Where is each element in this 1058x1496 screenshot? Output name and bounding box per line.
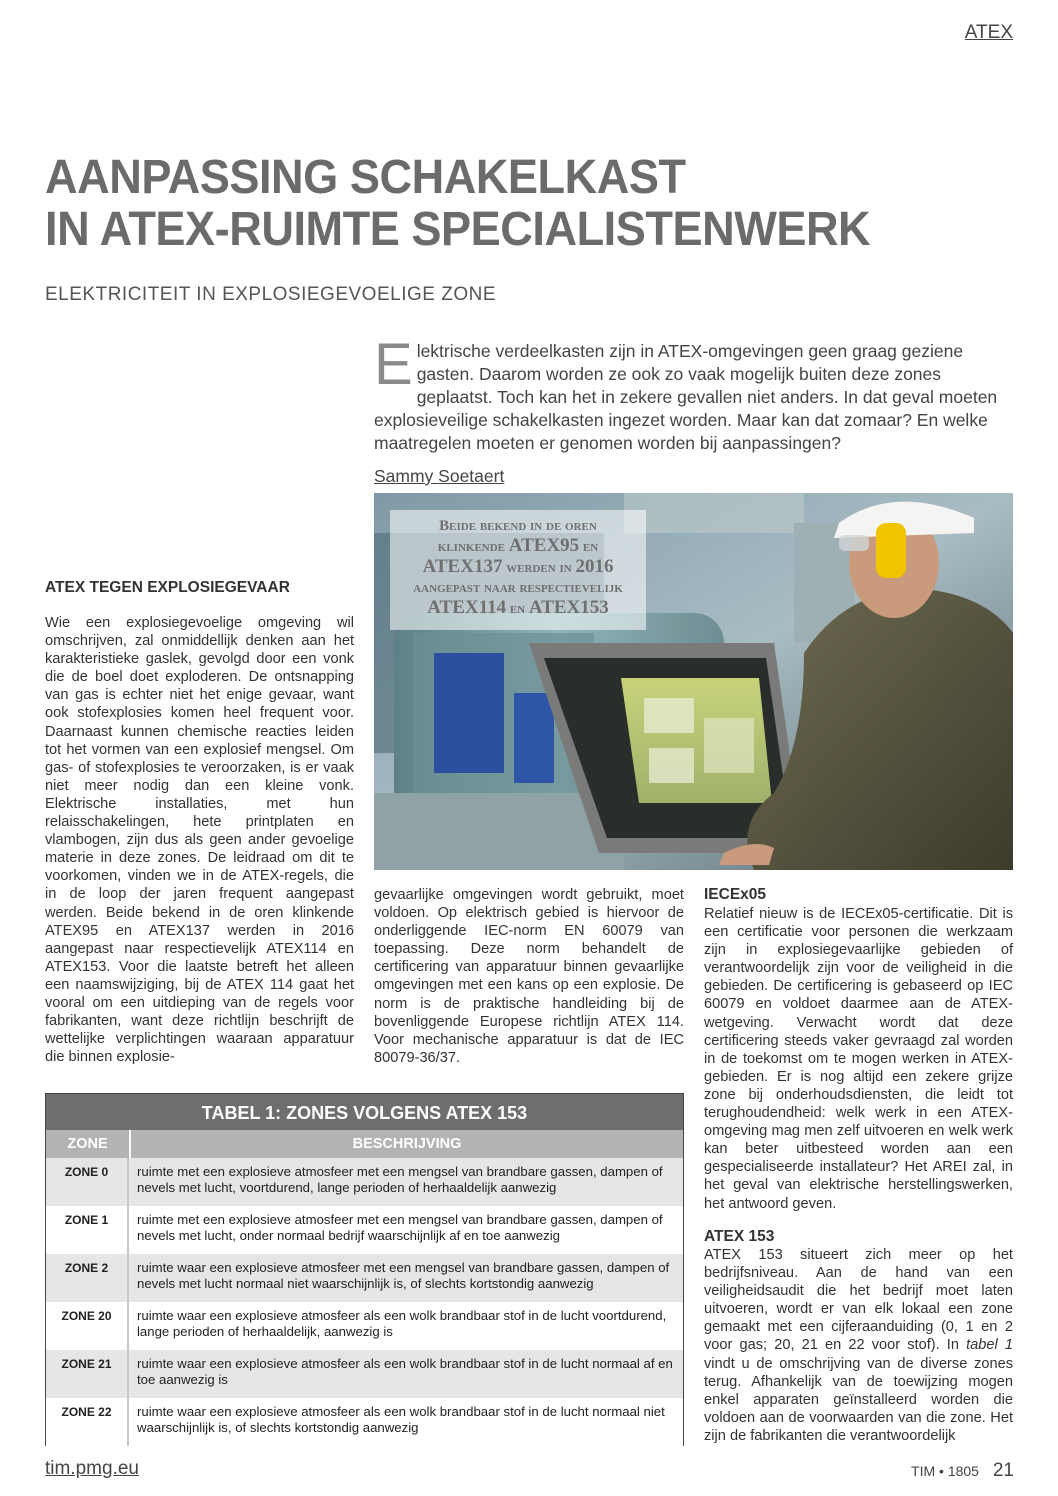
section-heading-atex: ATEX TEGEN EXPLOSIEGEVAAR	[45, 579, 290, 596]
separator: •	[939, 1463, 944, 1479]
zones-table	[45, 1093, 684, 1446]
table-row	[46, 1206, 683, 1254]
zone-cell: ZONE 0	[46, 1158, 129, 1206]
author-link[interactable]: Sammy Soetaert	[374, 466, 505, 486]
quote-line-1: Beide bekend in de oren	[439, 518, 597, 534]
quote-line-2	[390, 536, 646, 557]
zone-cell: ZONE 1	[46, 1206, 129, 1254]
description-cell: ruimte met een explosieve atmosfeer met een mengsel van brandbare gassen, dampen of nevels met lucht, onder normaal bedrijf waarschijnlijk af en toe aanwezig	[137, 1212, 663, 1243]
column-3-text: Relatief nieuw is de IECEx05-certificatie. Dit is een certificatie voor personen die werkzaam zijn in explosiegevaarlijke gebieden of verantwoordelijk zijn voor de veiligheid in die gebieden. De certificering is gebaseerd op IEC 60079 en voldoet daarmee aan de ATEX-wetgeving. Verwacht wordt dat deze certificering steeds vaker gevraagd zal worden in de toekomst om te mogen werken in ATEX-gebieden. Er is nog altijd een zekere grijze zone bij onderhoudsdiensten, die leidt tot terughoudendheid: welk werk in een ATEX-omgeving mag men zelf uitvoeren en welk werk kan beter uitbesteed worden aan een gespecialiseerde installateur? Het AREI zal, in het geval van elektrische herstellingswerken, het antwoord geven.	[704, 906, 1013, 1212]
quote-line-3	[390, 557, 646, 578]
table-row	[46, 1398, 683, 1446]
quote-text: en	[506, 601, 529, 617]
intro-paragraph	[374, 332, 1014, 455]
quote-text: werden in	[502, 560, 576, 576]
table-row	[46, 1254, 683, 1302]
footer-website-link[interactable]: tim.pmg.eu	[45, 1458, 139, 1479]
header-zone: ZONE	[46, 1130, 131, 1158]
drop-cap: E	[374, 332, 413, 397]
table-header	[46, 1130, 683, 1158]
zone-cell: ZONE 2	[46, 1254, 129, 1302]
column-2-text: gevaarlijke omgevingen wordt gebruikt, moet voldoen. Op elektrisch gebied is hiervoor de onderliggende IEC-norm EN 60079 van toepassing. Deze norm behandelt de certificering van apparatuur binnen gevaarlijke omgevingen met een kans op een explosie. De norm is de praktische handleiding bij de bovenliggende Europese richtlijn ATEX 114. Voor mechanische apparatuur is dat de IEC 80079-36/37.	[374, 887, 684, 1066]
section-tag[interactable]: ATEX	[964, 22, 1013, 43]
description-cell: ruimte waar een explosieve atmosfeer met een mengsel van brandbare gassen, dampen of nevels met lucht normaal niet waarschijnlijk is, of slechts kortstondig aanwezig	[137, 1260, 670, 1291]
quote-emphasis: ATEX114	[427, 597, 507, 618]
zone-cell: ZONE 20	[46, 1302, 129, 1350]
pull-quote	[390, 510, 646, 630]
table-row	[46, 1158, 683, 1206]
quote-text: en	[579, 539, 599, 555]
description-cell: ruimte met een explosieve atmosfeer met een mengsel van brandbare gassen, dampen of nevels met lucht, voortdurend, lange perioden of herhaaldelijk aanwezig	[137, 1164, 663, 1195]
text-span: ATEX 153 situeert zich meer op het bedrijfsniveau. Aan de hand van een veiligheidsaudit die het bedrijf moet laten uitvoeren, wordt er van elk lokaal een zone gemaakt met een cijferaanduiding (0, 1 en 2 voor gas; 20, 21 en 22 voor stof). In	[704, 1247, 1013, 1354]
quote-emphasis: ATEX153	[528, 597, 609, 618]
issue-number: 1805	[947, 1463, 979, 1479]
description-cell: ruimte waar een explosieve atmosfeer als een wolk brandbaar stof in de lucht normaal af en toe aanwezig is	[137, 1356, 673, 1387]
footer-issue-info	[911, 1460, 1014, 1482]
description-cell: ruimte waar een explosieve atmosfeer als een wolk brandbaar stof in de lucht normaal niet waarschijnlijk is, of slechts kortstondig aanwezig	[137, 1404, 665, 1435]
description-cell: ruimte waar een explosieve atmosfeer als een wolk brandbaar stof in de lucht voortdurend, lange perioden of herhaaldelijk, aanwezig is	[137, 1308, 667, 1339]
quote-emphasis: ATEX137	[422, 556, 503, 577]
table-row	[46, 1350, 683, 1398]
quote-line-5	[390, 598, 646, 619]
quote-emphasis: 2016	[575, 556, 614, 577]
magazine-name: TIM	[911, 1463, 936, 1479]
table-body	[46, 1158, 683, 1446]
table-reference: tabel 1	[966, 1337, 1013, 1354]
intro-text: lektrische verdeelkasten zijn in ATEX-omgevingen geen graag geziene gasten. Daarom worden ze ook zo vaak mogelijk buiten deze zones geplaatst. Toch kan het in zekere gevallen niet anders. In dat geval moeten explosieveilige schakelkasten ingezet worden. Maar kan dat zomaar? En welke maatregelen moeten er genomen worden bij aanpassingen?	[374, 341, 998, 453]
article-title	[45, 152, 947, 256]
zone-cell: ZONE 21	[46, 1350, 129, 1398]
quote-line-4: aangepast naar respectievelijk	[413, 580, 623, 596]
title-line-1: AANPASSING SCHAKELKAST	[45, 151, 686, 204]
text-span: vindt u de omschrijving van de diverse zones terug. Afhankelijk van de toewijzing mogen enkel apparaten geïnstalleerd worden die voldoen aan de voorwaarden van die zone. Het zijn de fabrikanten die verantwoordelijk	[704, 1355, 1013, 1444]
section-heading-atex153: ATEX 153	[704, 1228, 775, 1245]
zone-cell: ZONE 22	[46, 1398, 129, 1446]
column-1-text: Wie een explosiegevoelige omgeving wil omschrijven, zal onmiddellijk denken aan het karakteristieke gaslek, gevolgd door een vonk die de boel doet exploderen. De ontsnapping van gas is echter niet het enige gevaar, want ook stofexplosies komen heel frequent voor. Daarnaast kunnen chemische reacties leiden tot het vormen van een explosief mengsel. Om gas- of stofexplosies te veroorzaken, is er vaak niet meer nodig dan een kleine vonk. Elektrische installaties, met hun relaisschakelingen, hete printplaten en vlambogen, zijn dus als geen ander gevoelige materie in deze zones. De leidraad om dit te voorkomen, vinden we in de ATEX-regels, die in de loop der jaren frequent aangepast werden. Beide bekend in de oren klinkende ATEX95 en ATEX137 werden in 2016 aangepast naar respectievelijk ATEX114 en ATEX153. Voor die laatste betreft het alleen een naamswijziging, bij de ATEX 114 gaat het vooral om een uitdieping van de regels voor fabrikanten, want deze richtlijn beschrijft de wettelijke verplichtingen waaraan apparatuur die binnen explosie-	[45, 615, 354, 1066]
quote-emphasis: ATEX95	[508, 535, 580, 556]
section-heading-iecex: IECEx05	[704, 886, 767, 903]
header-description: BESCHRIJVING	[352, 1136, 462, 1152]
table-row	[46, 1302, 683, 1350]
column-3b-text	[704, 1246, 1013, 1445]
article-subtitle: ELEKTRICITEIT IN EXPLOSIEGEVOELIGE ZONE	[45, 284, 496, 305]
table-title: TABEL 1: ZONES VOLGENS ATEX 153	[46, 1094, 683, 1130]
title-line-2: IN ATEX-RUIMTE SPECIALISTENWERK	[45, 203, 871, 256]
quote-text: klinkende	[437, 539, 509, 555]
page-number: 21	[992, 1460, 1014, 1481]
